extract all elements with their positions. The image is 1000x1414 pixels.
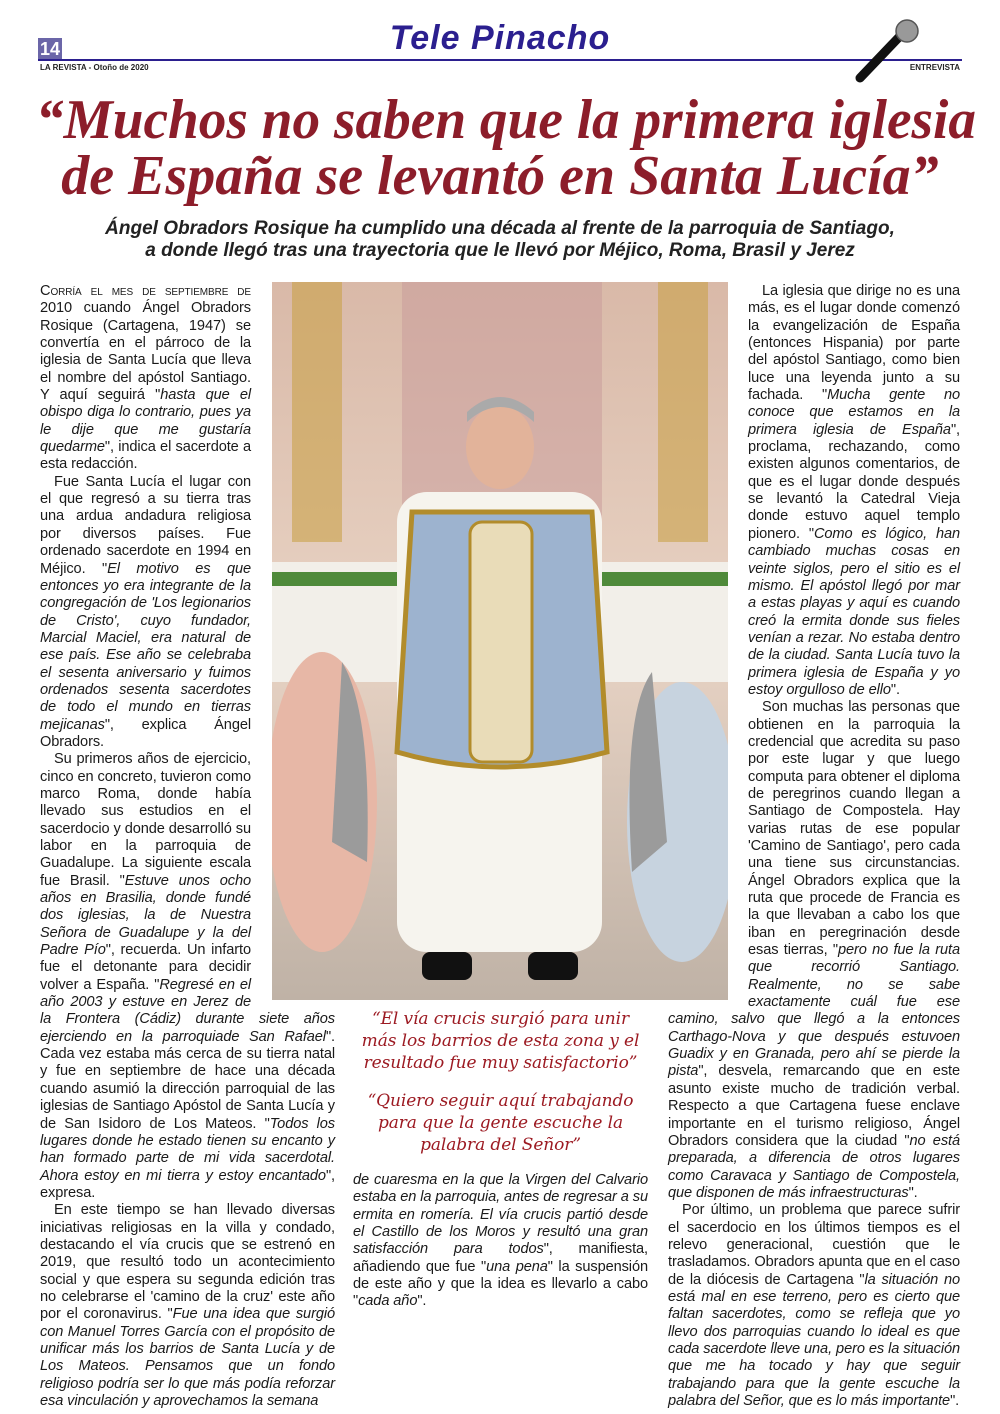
body-text: Por último, un problema que parece sufrir el sacerdocio en los últimos tiempos es el relevo generacional, cuestión que le trasladamos. Obradors apunta que en el caso de la diócesis de Cartagena "	[668, 1202, 960, 1288]
quoted-text: no está preparada, a diferencia de otros lugares como Caravaca y Santiago de Compostela, que disponen de más infraestructuras	[668, 1132, 960, 1201]
body-text: ".	[890, 681, 900, 698]
article-paragraph	[353, 1172, 648, 1311]
body-text: ".	[417, 1293, 427, 1310]
issue-label: LA REVISTA - Otoño de 2020	[40, 63, 149, 72]
body-text: Su primeros años de ejercicio, cinco en concreto, tuvieron como marco Roma, donde había llevado sus estudios en el sacerdocio y donde desarrolló su labor en la parroquia de Guadalupe. La siguiente escala fue Brasil. "	[40, 751, 251, 889]
body-text: ", explica Ángel Obradors.	[40, 716, 251, 750]
body-text: ". Cada vez estaba más cerca de su tierra natal y fue en septiembre de hace una década cuando asumió la dirección parroquial de las iglesias de Santiago Apóstol de Santa Lucía y de San Isidoro de Los Mateos. "	[40, 1028, 335, 1132]
header-divider	[38, 59, 962, 61]
body-text: " la suspensión de este año y que la idea es llevarlo a cabo "	[353, 1258, 648, 1310]
quoted-text: una pena	[486, 1258, 548, 1275]
body-text: ", manifiesta, añadiendo que fue "	[353, 1241, 648, 1275]
body-text: Fue Santa Lucía el lugar con el que regresó a su tierra tras una ardua andadura religiosa por diversos países. Fue ordenado sacerdote en 1994 en Méjico. "	[40, 473, 251, 577]
microphone-icon	[852, 18, 922, 84]
quoted-text: Mucha gente no conoce que estamos en la primera iglesia de España	[748, 387, 960, 438]
body-text: ", indica el sacerdote a esta redacción.	[40, 439, 251, 473]
subheadline	[30, 218, 970, 262]
quoted-text: pero no fue la ruta que recorrió Santiago. Realmente, no se sabe exactamente cuál fue ese camino, salvo que llegó a la entonces Carthago-Nova y que después estuvo	[668, 942, 961, 1045]
body-text: ", desvela, remarcando que en este asunto existe mucho de tradición verbal. Respecto a que Cartagena fuese enclave importante en el turismo religioso, Ángel Obradors considera que la ciudad "	[668, 1063, 960, 1149]
article-paragraph	[668, 1202, 960, 1410]
quoted-text: de San Rafael	[223, 1028, 326, 1045]
page-number: 14	[39, 39, 61, 59]
quoted-text: Regresé en el año 2003 y estuve en Jerez de la Frontera (Cádiz) durante siete años ejerciendo en la parroquia	[40, 976, 335, 1045]
body-text: ", expresa.	[40, 1167, 335, 1201]
body-text: Son muchas las personas que obtienen en la parroquia la credencial que acredita su paso por este lugar y que luego computa para obtener el diploma de peregrinos cuando llegan a Santiago de Compostela. Hay varias rutas de ese popular 'Camino de Santiago', pero cada una tiene sus circunstancias. Ángel Obradors explica que la ruta que procede de Francia es la que llevaban a cabo los que iban en peregrinación desde esas tierras, "	[748, 699, 960, 959]
quoted-text: la situación no está mal en ese terreno, pero es cierto que faltan sacerdotes, como se refleja que yo llevo dos parroquias cuando lo ideal es que cada sacerdote lleve una, pero es la situación que me ha tocado y hay que seguir trabajando para que la gente escuche la palabra del Señor, que es lo más importante	[668, 1271, 960, 1409]
body-text: ".	[908, 1184, 918, 1201]
pull-quote: “Quiero seguir aquí trabajando para que la gente escuche la palabra del Señor”	[367, 1091, 634, 1155]
body-text: En este tiempo se han llevado diversas iniciativas religiosas en la villa y condado, destacando el vía crucis que se estrenó en 2019, que resultó todo un acontecimiento social y que espera su segunda edición tras no celebrarse el 'camino de la cruz' este año por el coronavirus. "	[40, 1202, 335, 1323]
quoted-text: cada año	[358, 1293, 418, 1310]
quoted-text: hasta que el obispo diga lo contrario, pues ya le dije que me gustaría quedarme	[40, 387, 251, 456]
priest-photo	[272, 282, 728, 1000]
quoted-text: Todos los lugares donde he estado tienen su encanto y han formado parte de mi vida sacerdotal. Ahora estoy en mi tierra y estoy encantado	[40, 1115, 336, 1184]
subheadline-line: Ángel Obradors Rosique ha cumplido una década al frente de la parroquia de Santiago,	[105, 218, 895, 239]
magazine-brand: Tele Pinacho	[389, 19, 611, 57]
body-text: ".	[950, 1393, 960, 1409]
body-text: Corría el mes de septiembre de	[40, 283, 251, 299]
subheadline-line: a donde llegó tras una trayectoria que le llevó por Méjico, Roma, Brasil y Jerez	[145, 240, 855, 261]
article-column-middle	[353, 1008, 648, 1311]
article-paragraph	[40, 1202, 335, 1410]
body-text: 2010 cuando Ángel Obradors Rosique (Cartagena, 1947) se convertía en el párroco de la iglesia de Santa Lucía que lleva el nombre del apóstol Santiago. Y aquí seguirá "	[40, 300, 251, 404]
section-label: ENTREVISTA	[909, 63, 960, 72]
body-text: La iglesia que dirige no es una más, es el lugar donde comenzó la evangelización de España (entonces Hispania) por parte del apóstol Santiago, como bien luce una leyenda junto a su fachada. "	[748, 283, 960, 404]
headline	[30, 89, 977, 207]
quoted-text: El motivo es que entonces yo era integrante de la congregación de 'Los legionarios de Cristo', cuyo fundador, Marcial Maciel, era natural de ese país. Ese año se celebraba el sesenta aniversario y fuimos ordenados sesenta sacerdotes de todo el mundo en tierras mejicanas	[40, 560, 252, 733]
quoted-text: Estuve unos ocho años en Brasilia, donde fundé dos iglesias, la de Nuestra Señora de Guadalupe y la del Padre Pío	[40, 872, 251, 959]
quoted-text: Como es lógico, han cambiado muchas cosas en veinte siglos, pero el sitio es el mismo. El apóstol llegó por mar a estas playas y aquí es cuando creó la ermita donde sus fieles venían a rezar. No estaba dentro de la ciudad. Santa Lucía tuvo la primera iglesia de España y yo estoy orgulloso de ello	[748, 525, 960, 698]
pull-quote: “El vía crucis surgió para unir más los barrios de esta zona y el resultado fue muy satisfactorio”	[361, 1009, 640, 1073]
headline-line: de España se levantó en Santa Lucía”	[61, 145, 939, 207]
quoted-text: Fue una idea que surgió con Manuel Torres García con el propósito de unificar más los barrios de Santa Lucía y de Los Mateos. Pensamos que un fondo religioso podría ser lo que más podía reforzar esa vinculación y aprovechamos la semana	[40, 1306, 336, 1409]
quoted-text: de cuaresma en la que la Virgen del Calvario estaba en la parroquia, antes de regresar a su ermita en romería. El vía crucis partió desde el Castillo de los Moros y resultó una gran satisfacción para todos	[353, 1172, 648, 1258]
body-text: ", recuerda. Un infarto fue el detonante para decidir volver a España. "	[40, 942, 251, 993]
headline-line: “Muchos no saben que la primera iglesia	[35, 89, 977, 151]
quoted-text: en Guadix y en Granada, pero ahí se pierde la pista	[668, 1028, 960, 1080]
body-text: ", proclama, rechazando, como existen algunos comentarios, de que es el lugar donde después se levantó la Catedral Vieja donde estuvo aquel templo pionero. "	[748, 421, 960, 542]
